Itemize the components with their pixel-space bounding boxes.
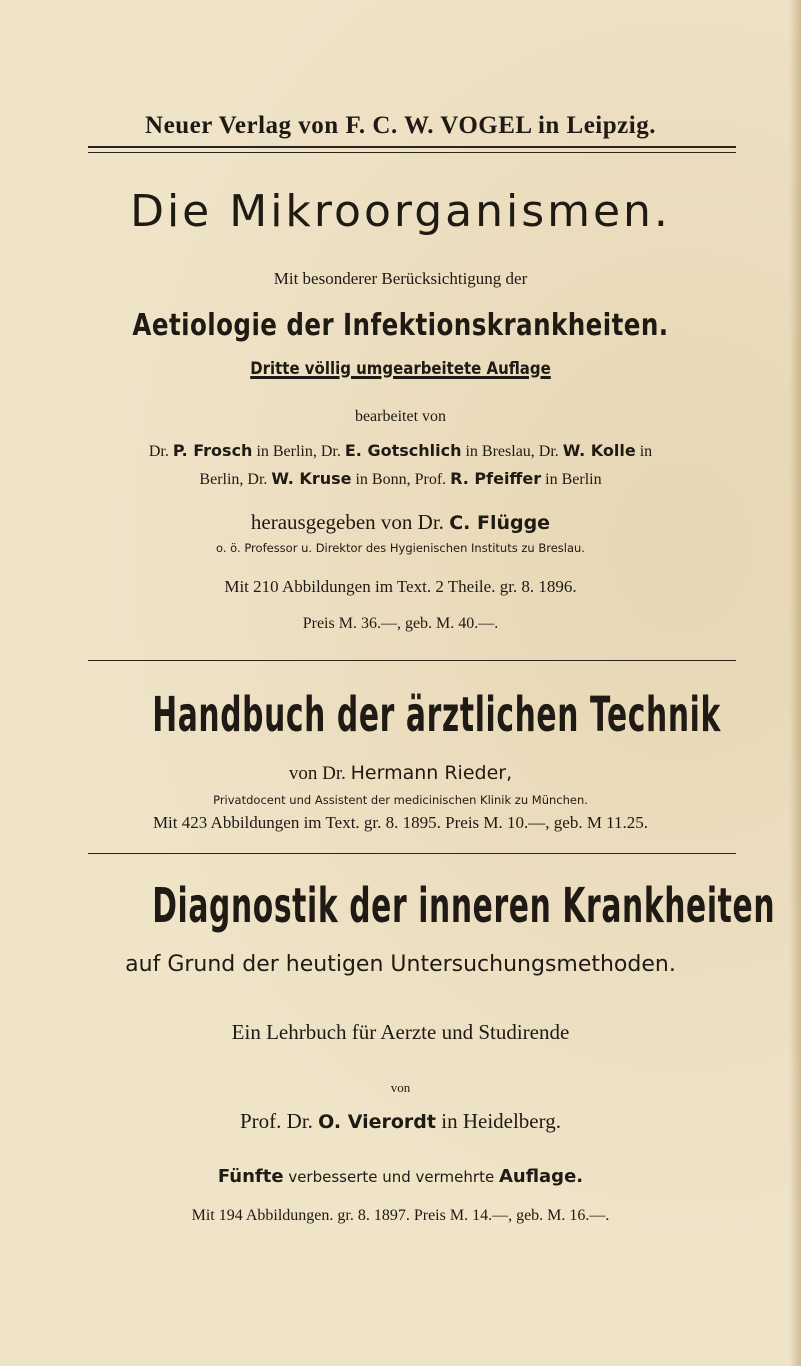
author-city: in Heidelberg. <box>436 1109 561 1133</box>
author-city: Berlin, Dr. <box>199 471 272 488</box>
book1-edited-by: bearbeitet von <box>354 408 447 425</box>
author-city: in Berlin <box>541 471 602 488</box>
book3-description: Ein Lehrbuch für Aerzte und Studirende <box>231 1020 570 1044</box>
book1-edition-text: Dritte völlig umgearbeitete Auflage <box>250 359 551 379</box>
book1-editor <box>0 510 801 535</box>
author-name: O. Vierordt <box>318 1111 436 1133</box>
edition-text: verbesserte und vermehrte <box>283 1168 499 1186</box>
author-name: Hermann Rieder, <box>350 762 513 784</box>
author-title: Dr. <box>148 443 173 460</box>
author-name: R. Pfeiffer <box>450 469 542 488</box>
book1-edition <box>48 359 753 379</box>
author-prefix: Prof. Dr. <box>240 1109 319 1133</box>
book3-von: von <box>390 1080 411 1095</box>
book3-subtitle: auf Grund der heutigen Untersuchungsmethoden. <box>125 952 676 977</box>
book2-title: Handbuch der ärztlichen Technik <box>152 687 721 743</box>
author-city: in Bonn, Prof. <box>351 471 451 488</box>
book3-title: Diagnostik der inneren Krankheiten <box>152 878 776 934</box>
author-name: W. Kruse <box>271 469 352 488</box>
book1-topic: Aetiologie der Infektionskrankheiten. <box>132 308 669 343</box>
book3-meta: Mit 194 Abbildungen. gr. 8. 1897. Preis M. 14.—, geb. M. 16.—. <box>191 1207 610 1224</box>
author-prefix: von Dr. <box>288 763 351 784</box>
author-city: in Breslau, Dr. <box>461 443 563 460</box>
book3-author <box>0 1109 801 1134</box>
book1-authors-line1 <box>0 441 801 461</box>
book3-edition <box>0 1166 801 1187</box>
edition-number: Fünfte <box>217 1166 284 1187</box>
author-name: W. Kolle <box>562 441 636 460</box>
book1-authors-line2 <box>0 469 801 489</box>
book1-editor-role: o. ö. Professor u. Direktor des Hygienischen Instituts zu Breslau. <box>216 541 585 555</box>
author-city: in Berlin, Dr. <box>252 443 345 460</box>
book1-meta: Mit 210 Abbildungen im Text. 2 Theile. gr. 8. 1896. <box>224 577 577 596</box>
editor-name: C. Flügge <box>449 512 551 534</box>
book2-author-role: Privatdocent und Assistent der medicinischen Klinik zu München. <box>213 793 588 807</box>
book1-title: Die Mikroorganismen. <box>130 186 671 237</box>
section-divider-1 <box>88 660 736 661</box>
book2-author <box>0 762 801 785</box>
editor-prefix: herausgegeben von Dr. <box>250 510 450 534</box>
book2-meta: Mit 423 Abbildungen im Text. gr. 8. 1895. Preis M. 10.—, geb. M 11.25. <box>152 813 649 832</box>
author-name: P. Frosch <box>172 441 253 460</box>
publisher-heading: Neuer Verlag von F. C. W. VOGEL in Leipzig. <box>145 112 656 139</box>
book1-subtitle: Mit besonderer Berücksichtigung der <box>273 269 528 288</box>
edition-label: Auflage. <box>498 1166 584 1187</box>
book1-price: Preis M. 36.—, geb. M. 40.—. <box>302 615 499 632</box>
author-city: in <box>635 443 653 460</box>
header-double-rule <box>88 146 736 153</box>
section-divider-2 <box>88 853 736 854</box>
author-name: E. Gotschlich <box>344 441 462 460</box>
